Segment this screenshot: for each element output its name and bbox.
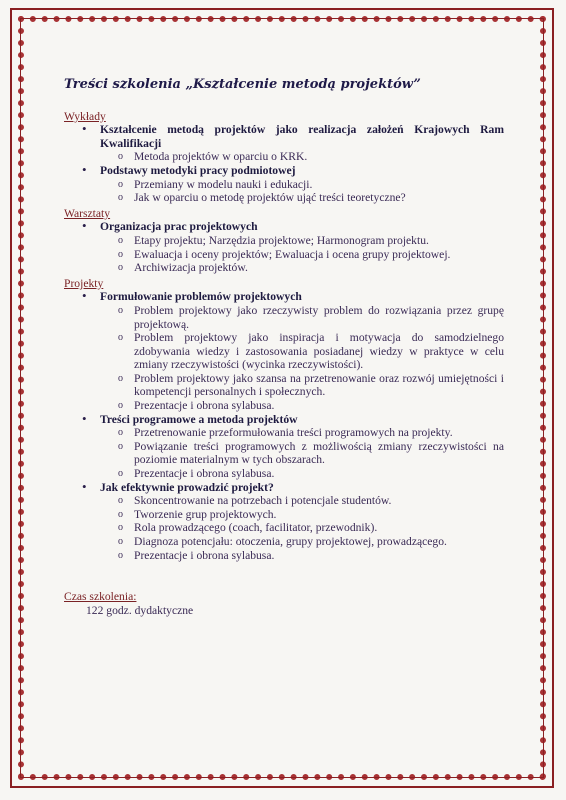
sub-item: o Przetrenowanie przeformułowania treści programowych na projekty. (118, 426, 504, 440)
sub-list (100, 150, 504, 164)
spacer (64, 562, 504, 582)
document-title: Treści szkolenia „Kształcenie metodą projektów” (64, 77, 421, 92)
sub-list (100, 234, 504, 275)
item-heading: • Kształcenie metodą projektów jako realizacja założeń Krajowych Ram Kwalifikacji (100, 123, 504, 150)
sub-item: o Prezentacje i obrona sylabusa. (118, 467, 504, 481)
list-item (82, 164, 504, 205)
item-heading: • Jak efektywnie prowadzić projekt? (100, 480, 274, 494)
sub-item: o Problem projektowy jako inspiracja i motywacja do samodzielnego zdobywania wiedzy i zastosowania posiadanej wiedzy w praktyce w celu zmiany rzeczywistości (wycinka rzeczywistości). (118, 331, 504, 372)
document-body (64, 78, 504, 617)
sub-list (100, 426, 504, 480)
list-item (82, 290, 504, 412)
list-item (82, 413, 504, 481)
section-list-wyklady (64, 123, 504, 205)
sub-item: o Diagnoza potencjału: otoczenia, grupy projektowej, prowadzącego. (118, 535, 504, 549)
list-item (82, 123, 504, 164)
sub-list (100, 494, 504, 562)
sub-item: o Ewaluacja i oceny projektów; Ewaluacja i ocena grupy projektowej. (118, 248, 504, 262)
sub-item: o Powiązanie treści programowych z możliwością zmiany rzeczywistości na poziomie materialnym w tych obszarach. (118, 440, 504, 467)
item-heading: • Organizacja prac projektowych (100, 220, 258, 234)
section-list-projekty (64, 290, 504, 562)
sub-item: o Rola prowadzącego (coach, facilitator, przewodnik). (118, 521, 504, 535)
sub-item: o Archiwizacja projektów. (118, 261, 504, 275)
sub-item: o Skoncentrowanie na potrzebach i potencjale studentów. (118, 494, 504, 508)
section-label-wyklady: Wykłady (64, 109, 106, 123)
section-list-warsztaty (64, 220, 504, 274)
section-label-warsztaty: Warsztaty (64, 206, 111, 220)
sub-item: o Metoda projektów w oparciu o KRK. (118, 150, 504, 164)
item-heading: • Formułowanie problemów projektowych (100, 290, 302, 304)
sub-list (100, 178, 504, 205)
item-heading: • Treści programowe a metoda projektów (100, 412, 298, 426)
sub-item: o Prezentacje i obrona sylabusa. (118, 549, 504, 563)
sub-item: o Problem projektowy jako szansa na przetrenowanie oraz rozwój umiejętności i kompetencji personalnych i społecznych. (118, 372, 504, 399)
list-item (82, 220, 504, 274)
sub-item: o Jak w oparciu o metodę projektów ująć treści teoretyczne? (118, 191, 504, 205)
section-label-projekty: Projekty (64, 276, 104, 290)
duration-label: Czas szkolenia: (64, 590, 137, 604)
list-item (82, 481, 504, 563)
sub-item: o Etapy projektu; Narzędzia projektowe; Harmonogram projektu. (118, 234, 504, 248)
duration-value: 122 godz. dydaktyczne (86, 603, 194, 617)
sub-list (100, 304, 504, 413)
item-heading: • Podstawy metodyki pracy podmiotowej (100, 163, 296, 177)
sub-item: o Tworzenie grup projektowych. (118, 508, 504, 522)
sub-item: o Prezentacje i obrona sylabusa. (118, 399, 504, 413)
sub-item: o Problem projektowy jako rzeczywisty problem do rozwiązania przez grupę projektową. (118, 304, 504, 331)
sub-item: o Przemiany w modelu nauki i edukacji. (118, 178, 504, 192)
